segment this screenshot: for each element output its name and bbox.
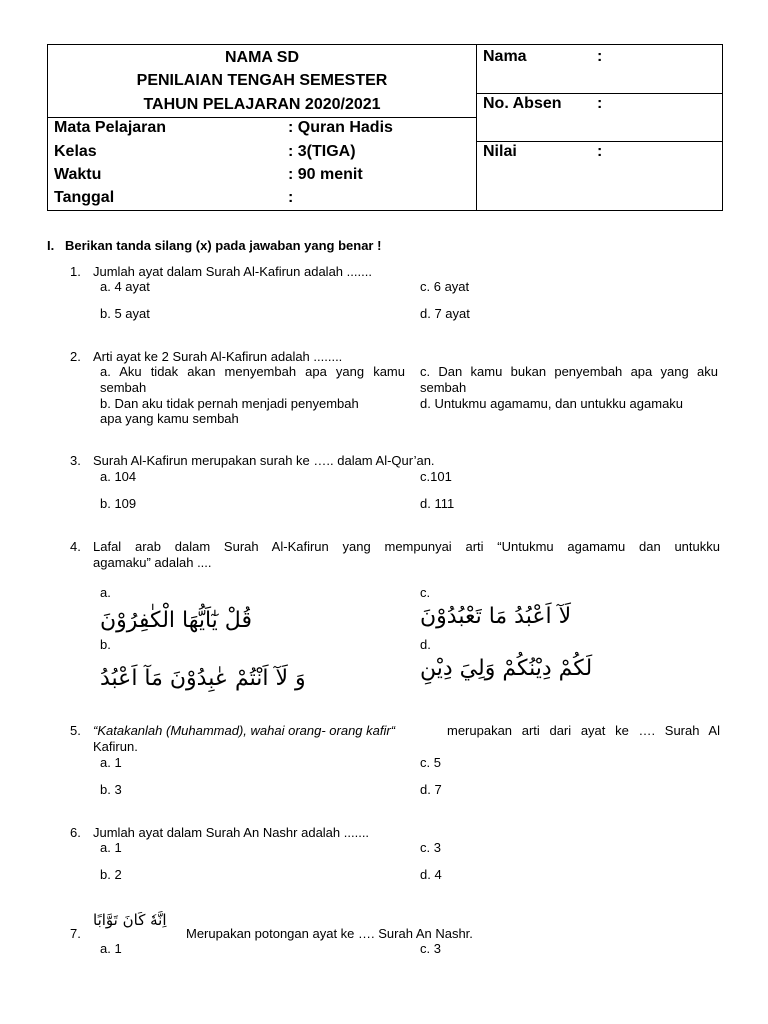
question-number: 6. xyxy=(70,825,81,840)
question-text: Jumlah ayat dalam Surah An Nashr adalah ....... xyxy=(93,825,370,840)
option-c: c. Dan kamu bukan penyembah apa yang aku xyxy=(420,364,718,379)
question-number: 1. xyxy=(70,264,81,279)
name-label: Nama xyxy=(483,48,527,65)
question-number: 5. xyxy=(70,723,81,738)
score-colon: : xyxy=(597,143,603,160)
arabic-option-a: قُلْ يٰٓاَيُّهَا الْكٰفِرُوْنَ xyxy=(100,608,252,633)
option-d: d. Untukmu agamamu, dan untukku agamaku xyxy=(420,396,684,411)
section-instruction: Berikan tanda silang (x) pada jawaban yang benar ! xyxy=(65,238,382,253)
arabic-option-d: لَكُمْ دِيْنُكُمْ وَلِيَ دِيْنِ xyxy=(420,656,593,681)
arabic-option-b: وَ لَآ اَنْتُمْ عٰبِدُوْنَ مَآ اَعْبُدُ xyxy=(100,666,306,691)
option-b-continued: apa yang kamu sembah xyxy=(100,411,239,426)
section-number: I. xyxy=(47,238,55,253)
exam-title: PENILAIAN TENGAH SEMESTER xyxy=(136,72,388,89)
arabic-phrase: اِنَّهٗ كَانَ تَوَّابًا xyxy=(93,911,167,929)
option-b: b. 109 xyxy=(100,496,137,511)
question-text: Jumlah ayat dalam Surah Al-Kafirun adalah ....... xyxy=(93,264,372,279)
school-year: TAHUN PELAJARAN 2020/2021 xyxy=(143,96,381,113)
option-c: c. 6 ayat xyxy=(420,279,470,294)
field-label-time: Waktu xyxy=(54,166,102,183)
field-value-time: : 90 menit xyxy=(288,166,363,183)
question-number: 4. xyxy=(70,539,81,554)
option-c: c. 5 xyxy=(420,755,441,770)
option-a-continued: sembah xyxy=(100,380,147,395)
option-c: c.101 xyxy=(420,469,452,484)
field-label-class: Kelas xyxy=(54,143,97,160)
question-text-continued: Kafirun. xyxy=(93,739,138,754)
question-text: Surah Al-Kafirun merupakan surah ke ….. dalam Al-Qur’an. xyxy=(93,453,435,468)
field-label-subject: Mata Pelajaran xyxy=(54,119,167,136)
option-b: b. Dan aku tidak pernah menjadi penyembah xyxy=(100,396,359,411)
option-c: c. 3 xyxy=(420,941,441,956)
school-name: NAMA SD xyxy=(224,49,300,66)
option-b: b. 3 xyxy=(100,782,122,797)
option-a: a. Aku tidak akan menyembah apa yang kamu xyxy=(100,364,405,379)
option-a: a. 1 xyxy=(100,755,122,770)
option-d: d. 7 ayat xyxy=(420,306,470,321)
question-number: 2. xyxy=(70,349,81,364)
option-b: b. 5 ayat xyxy=(100,306,150,321)
option-a: a. 4 ayat xyxy=(100,279,150,294)
option-c-continued: sembah xyxy=(420,380,467,395)
arabic-option-c: لَآ اَعْبُدُ مَا تَعْبُدُوْنَ xyxy=(420,604,572,629)
option-a: a. 1 xyxy=(100,840,122,855)
field-label-date: Tanggal xyxy=(54,189,115,206)
option-d: d. 7 xyxy=(420,782,442,797)
option-c: c. xyxy=(420,585,431,600)
question-text: Arti ayat ke 2 Surah Al-Kafirun adalah ........ xyxy=(93,349,343,364)
option-b: b. xyxy=(100,637,111,652)
absen-label: No. Absen xyxy=(483,95,562,112)
question-text: Lafal arab dalam Surah Al-Kafirun yang mempunyai arti “Untukmu agamamu dan untukku xyxy=(93,539,720,554)
question-text: Merupakan potongan ayat ke …. Surah An Nashr. xyxy=(186,926,473,941)
score-label: Nilai xyxy=(483,143,517,160)
field-value-subject: : Quran Hadis xyxy=(288,119,393,136)
name-colon: : xyxy=(597,48,603,65)
question-quote: “Katakanlah (Muhammad), wahai orang- orang kafir“ xyxy=(93,723,396,738)
option-a: a. 1 xyxy=(100,941,122,956)
option-a: a. xyxy=(100,585,111,600)
question-text: merupakan arti dari ayat ke …. Surah Al xyxy=(447,723,720,738)
question-text-continued: agamaku” adalah .... xyxy=(93,555,212,570)
option-a: a. 104 xyxy=(100,469,137,484)
option-c: c. 3 xyxy=(420,840,441,855)
table-divider xyxy=(476,45,477,210)
option-d: d. 111 xyxy=(420,496,455,511)
option-b: b. 2 xyxy=(100,867,122,882)
option-d: d. xyxy=(420,637,431,652)
question-number: 3. xyxy=(70,453,81,468)
question-number: 7. xyxy=(70,926,81,941)
field-value-date: : xyxy=(288,189,294,206)
absen-colon: : xyxy=(597,95,603,112)
field-value-class: : 3(TIGA) xyxy=(288,143,356,160)
option-d: d. 4 xyxy=(420,867,442,882)
header-table xyxy=(47,44,723,211)
